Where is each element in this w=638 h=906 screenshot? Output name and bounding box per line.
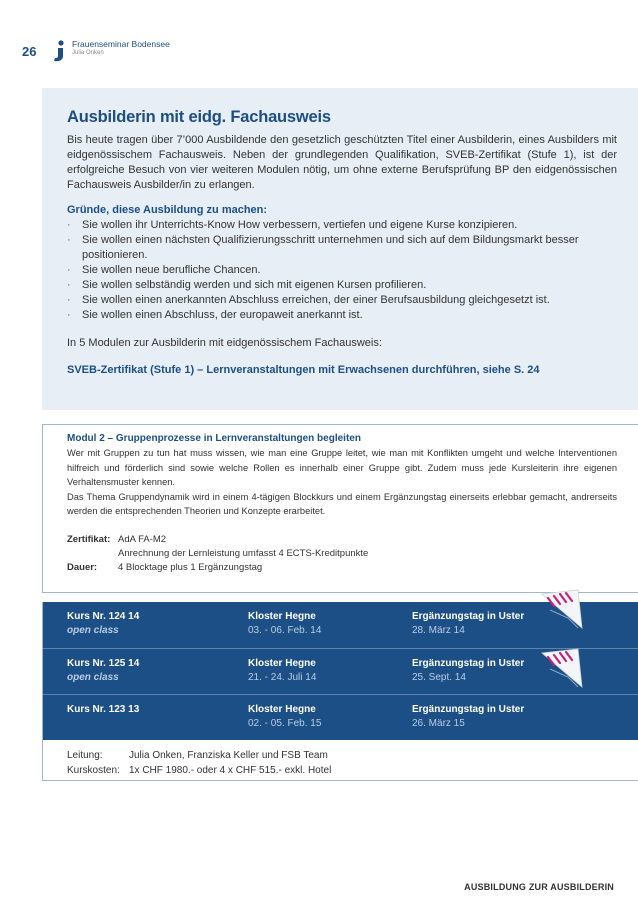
lead-label: Leitung: (67, 750, 103, 761)
page-number: 26 (22, 44, 37, 59)
logo (52, 40, 170, 62)
bullet: · (67, 294, 71, 306)
module-number: Modul 2 (67, 433, 105, 444)
cost-label: Kurskosten: (67, 765, 120, 776)
extra-day-date: 25. Sept. 14 (412, 672, 466, 683)
open-class-badge-icon (538, 647, 584, 693)
extra-day-label: Ergänzungstag in Uster (412, 704, 525, 715)
logo-sub: Julia Onken (72, 50, 104, 56)
certificate-note: Anrechnung der Lernleistung umfasst 4 ECTS-Kreditpunkte (118, 547, 369, 559)
course-location: Kloster Hegne (248, 611, 316, 622)
module-title-separator: – (104, 433, 116, 444)
divider (42, 424, 43, 592)
divider (42, 780, 638, 781)
divider (42, 602, 43, 780)
certificate-label: Zertifikat: (67, 533, 111, 545)
lead-value: Julia Onken, Franziska Keller und FSB Team (129, 750, 328, 761)
list-item: · Sie wollen ihr Unterrichts-Know How verbessern, vertiefen und eigene Kurse konzipieren. (67, 219, 518, 231)
list-item: · Sie wollen selbständig werden und sich mit eigenen Kursen profilieren. (67, 279, 427, 291)
list-item: · Sie wollen einen Abschluss, der europaweit anerkannt ist. (67, 309, 363, 321)
reasons-heading: Gründe, diese Ausbildung zu machen: (67, 204, 268, 216)
cost-value: 1x CHF 1980.- oder 4 x CHF 515.- exkl. Hotel (129, 765, 332, 776)
extra-day-label: Ergänzungstag in Uster (412, 658, 525, 669)
module-title (67, 432, 617, 446)
bullet: · (67, 219, 71, 231)
duration-value: 4 Blocktage plus 1 Ergänzungstag (118, 561, 263, 573)
certificate-value: AdA FA-M2 (118, 533, 167, 545)
module-name: Gruppenprozesse in Lernveranstaltungen begleiten (115, 433, 361, 444)
list-item: · Sie wollen einen nächsten Qualifizierungsschritt unternehmen und sich auf dem Bildungsmarkt besser positionieren. (67, 234, 579, 261)
list-item: · Sie wollen neue berufliche Chancen. (67, 264, 261, 276)
module-description-2: Das Thema Gruppendynamik wird in einem 4-tägigen Blockkurs und einem Ergänzungstag einerseits erlebbar gemacht, andrerseits werden die entsprechenden Theorien und Konzepte erarbeitet. (67, 491, 617, 517)
course-dates: 03. - 06. Feb. 14 (248, 625, 322, 636)
table-row (42, 648, 638, 695)
logo-name: Frauenseminar Bodensee (72, 39, 170, 49)
extra-day-label: Ergänzungstag in Uster (412, 611, 525, 622)
course-number: Kurs Nr. 123 13 (67, 704, 140, 715)
duration-label: Dauer: (67, 561, 98, 573)
module-description: Wer mit Gruppen zu tun hat muss wissen, wie man eine Gruppe leitet, wie man mit Konflikten umgeht und welche Interventionen hilfreich und förderlich sind sowie welche Rollen es innerhalb einer Gruppe gibt. Zudem muss jede Kursleiterin ihre eigenen Verhaltensmuster kennen. (67, 448, 617, 488)
list-item: · Sie wollen einen anerkannten Abschluss erreichen, der einer Berufsausbildung gleichgesetzt ist. (67, 294, 550, 306)
extra-day-date: 26. März 15 (412, 718, 465, 729)
bullet: · (67, 234, 71, 246)
intro-text: Bis heute tragen über 7’000 Ausbildende den gesetzlich geschützten Titel einer Ausbilderin, eines Ausbilders mit eidgenössischem Fachausweis. Neben der grundlegenden Qualifikation, SVEB-Zertifikat (Stufe 1), ist der erfolgreiche Besuch von vier weiteren Modulen nötig, um ohne externe Berufsprüfung BP den eidgenössischen Fachausweis Ausbilder/in zu erlangen. (67, 134, 617, 191)
course-location: Kloster Hegne (248, 704, 316, 715)
course-table (42, 602, 638, 740)
course-type: open class (67, 672, 119, 683)
logo-icon (52, 40, 66, 62)
divider (42, 424, 638, 425)
table-row (42, 694, 638, 741)
page-title: Ausbilderin mit eidg. Fachausweis (67, 108, 331, 126)
table-row (42, 602, 638, 648)
bullet: · (67, 309, 71, 321)
course-location: Kloster Hegne (248, 658, 316, 669)
course-dates: 21. - 24. Juli 14 (248, 672, 317, 683)
reasons-list (67, 218, 617, 323)
bullet: · (67, 264, 71, 276)
main-panel (42, 88, 638, 410)
open-class-badge-icon (538, 588, 584, 634)
course-details (67, 748, 331, 778)
sveb-reference: SVEB-Zertifikat (Stufe 1) – Lernveranstaltungen mit Erwachsenen durchführen, siehe S. 24 (67, 364, 540, 376)
course-number: Kurs Nr. 125 14 (67, 658, 140, 669)
certificate-info (67, 533, 617, 575)
course-number: Kurs Nr. 124 14 (67, 611, 140, 622)
bullet: · (67, 279, 71, 291)
module-section (67, 432, 617, 575)
course-type: open class (67, 625, 119, 636)
extra-day-date: 28. März 14 (412, 625, 465, 636)
footer-section-label: AUSBILDUNG ZUR AUSBILDERIN (464, 882, 614, 892)
course-dates: 02. - 05. Feb. 15 (248, 718, 322, 729)
modules-intro: In 5 Modulen zur Ausbilderin mit eidgenössischem Fachausweis: (67, 337, 382, 349)
